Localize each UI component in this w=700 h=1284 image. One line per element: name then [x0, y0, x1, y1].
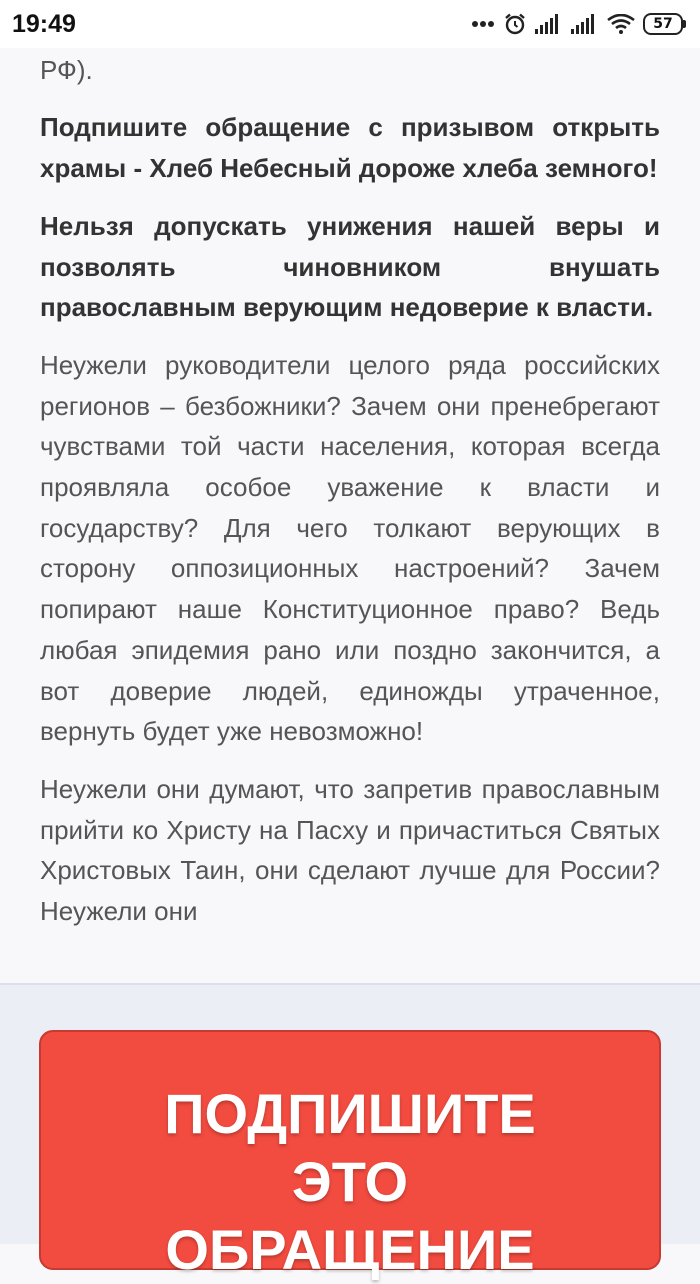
bold-paragraph: Нельзя допускать унижения нашей веры и позволять чиновником внушать православным верующим недоверие к власти.	[40, 210, 660, 323]
signal-bars-icon	[535, 14, 563, 34]
battery-level: 57	[643, 13, 683, 35]
article-text	[40, 48, 660, 949]
sign-petition-button[interactable]	[39, 1030, 661, 1281]
paragraph: Неужели руководители целого ряда российских регионов – безбожники? Зачем они пренебрегают чувствами той части населения, которая всегда проявляла особое уважение к власти и государству? Для чего толкают верующих в сторону оппозиционных настроений? Зачем попирают наше Конституционное право? Ведь любая эпидемия рано или поздно закончится, а вот доверие людей, единожды утраченное, вернуть будет уже невозможно!	[40, 349, 660, 747]
status-icons	[471, 12, 686, 36]
paragraph: Неужели они думают, что запретив православным прийти ко Христу на Пасху и причаститься Святых Христовых Таин, они сделают лучше для России? Неужели они	[40, 773, 660, 927]
status-bar	[0, 0, 700, 48]
cta-footer	[0, 983, 700, 1281]
battery-icon	[643, 13, 686, 35]
status-time: 19:49	[12, 9, 76, 38]
more-dots-icon	[471, 20, 495, 28]
sign-petition-label: ПОДПИШИТЕ ЭТО ОБРАЩЕНИЕ	[164, 1082, 536, 1281]
paragraph: РФ).	[40, 54, 93, 85]
signal-bars-icon	[571, 14, 599, 34]
article-content	[0, 48, 700, 983]
wifi-icon	[607, 14, 635, 34]
bold-paragraph: Подпишите обращение с призывом открыть храмы - Хлеб Небесный дороже хлеба земного!	[40, 112, 660, 184]
alarm-clock-icon	[503, 12, 527, 36]
